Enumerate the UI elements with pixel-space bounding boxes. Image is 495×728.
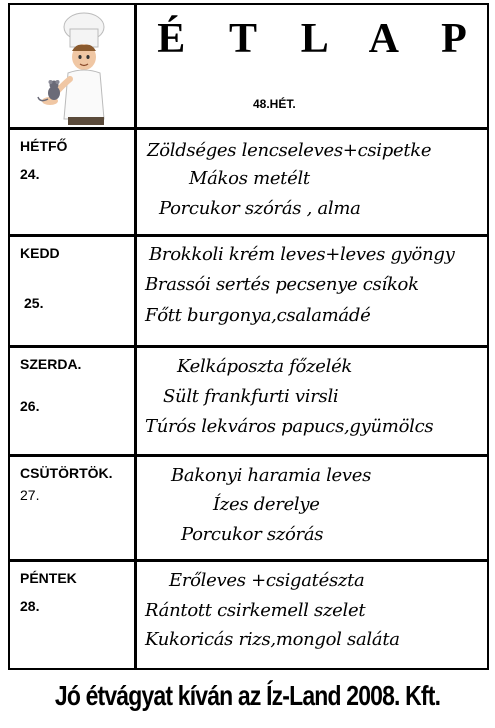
dish: Sült frankfurti virsli (163, 386, 339, 407)
dish: Zöldséges lencseleves+csipetke (147, 140, 432, 161)
day-name: SZERDA. (20, 356, 82, 372)
day-name: HÉTFŐ (20, 138, 68, 154)
page-title: É T L A P (157, 16, 484, 62)
day-cell-wednesday (8, 346, 136, 456)
day-date: 27. (20, 487, 40, 503)
menu-cell-thursday (135, 455, 489, 561)
chef-mascot-icon (32, 11, 132, 127)
menu-cell-friday (135, 560, 489, 670)
menu-cell-wednesday (135, 346, 489, 456)
day-date: 26. (20, 398, 40, 414)
dish: Brassói sertés pecsenye csíkok (145, 274, 419, 295)
logo-cell (8, 3, 136, 129)
day-date: 24. (20, 166, 40, 182)
dish: Mákos metélt (189, 168, 310, 189)
dish: Brokkoli krém leves+leves gyöngy (149, 244, 455, 265)
footer-greeting: Jó étvágyat kíván az Íz-Land 2008. Kft. (54, 680, 441, 711)
dish: Ízes derelye (213, 494, 320, 515)
dish: Kukoricás rizs,mongol saláta (145, 629, 400, 650)
dish: Porcukor szórás (181, 524, 324, 545)
dish: Kelkáposzta főzelék (177, 356, 353, 377)
dish: Főtt burgonya,csalamádé (145, 305, 371, 326)
day-name: PÉNTEK (20, 570, 77, 586)
day-cell-friday (8, 560, 136, 670)
day-date: 25. (24, 295, 44, 311)
dish: Bakonyi haramia leves (171, 465, 372, 486)
menu-cell-monday (135, 128, 489, 236)
week-label: 48.HÉT. (253, 97, 296, 111)
dish: Erőleves +csigatészta (169, 570, 365, 591)
day-cell-tuesday (8, 235, 136, 347)
day-date: 28. (20, 598, 40, 614)
title-cell (135, 3, 489, 129)
dish: Túrós lekváros papucs,gyümölcs (145, 416, 434, 437)
dish: Porcukor szórás , alma (159, 198, 361, 219)
menu-cell-tuesday (135, 235, 489, 347)
day-cell-thursday (8, 455, 136, 561)
day-name: CSÜTÖRTÖK. (20, 465, 113, 481)
dish: Rántott csirkemell szelet (145, 600, 366, 621)
day-name: KEDD (20, 245, 60, 261)
day-cell-monday (8, 128, 136, 236)
